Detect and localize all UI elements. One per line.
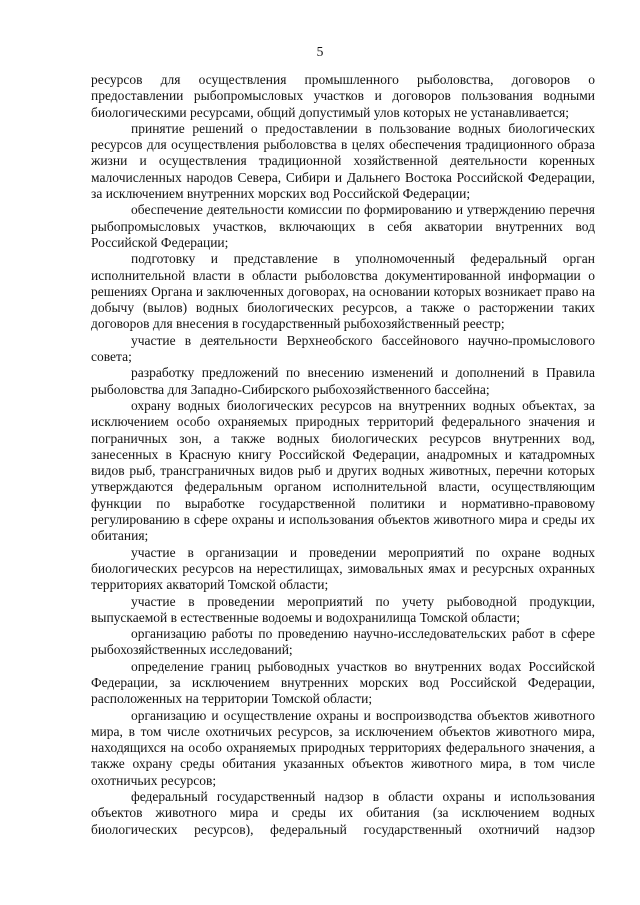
paragraph: участие в организации и проведении мероприятий по охране водных биологических ресурсов на нерестилищах, зимовальных ямах и ресурсных охранных территориях акваторий Томской области; — [91, 544, 595, 593]
body-text — [91, 72, 595, 838]
paragraph: организацию и осуществление охраны и воспроизводства объектов животного мира, в том числе охотничьих ресурсов, за исключением объектов животного мира, находящихся на особо охраняемых природных территориях федерального значения, а также охрану среды обитания указанных объектов животного мира, в том числе охотничьих ресурсов; — [91, 707, 595, 788]
paragraph: ресурсов для осуществления промышленного рыболовства, договоров о предоставлении рыбопромысловых участков и договоров пользования водными биологическими ресурсами, общий допустимый улов которых не устанавливается; — [91, 72, 595, 120]
paragraph: участие в деятельности Верхнеобского бассейнового научно-промыслового совета; — [91, 332, 595, 365]
paragraph: определение границ рыбоводных участков во внутренних водах Российской Федерации, за исключением внутренних морских вод Российской Федерации, расположенных на территории Томской области; — [91, 658, 595, 707]
page-number: 5 — [316, 44, 324, 59]
paragraph: принятие решений о предоставлении в пользование водных биологических ресурсов для осуществления рыболовства в целях обеспечения традиционного образа жизни и осуществления традиционной хозяйственной деятельности коренных малочисленных народов Севера, Сибири и Дальнего Востока Российской Федерации, за исключением внутренних морских вод Российской Федерации; — [91, 120, 595, 202]
paragraph: федеральный государственный надзор в области охраны и использования объектов животного мира и среды их обитания (за исключением водных биологических ресурсов), федеральный государственный охотничий надзор — [91, 789, 595, 837]
paragraph: разработку предложений по внесению изменений и дополнений в Правила рыболовства для Западно-Сибирского рыбохозяйственного бассейна; — [91, 365, 595, 397]
paragraph: обеспечение деятельности комиссии по формированию и утверждению перечня рыбопромысловых участков, включающих в себя акватории внутренних вод Российской Федерации; — [91, 202, 595, 250]
paragraph: организацию работы по проведению научно-исследовательских работ в сфере рыбохозяйственных исследований; — [91, 626, 595, 658]
paragraph: подготовку и представление в уполномоченный федеральный орган исполнительной власти в области рыболовства документированной информации о решениях Органа и заключенных договорах, на основании которых возникает право на добычу (вылов) водных биологических ресурсов, а также о расторжении таких договоров для внесения в государственный рыбохозяйственный реестр; — [91, 251, 595, 332]
paragraph: охрану водных биологических ресурсов на внутренних водных объектах, за исключением особо охраняемых природных территорий федерального значения и пограничных зон, а также водных биологических ресурсов внутренних вод, занесенных в Красную книгу Российской Федерации, анадромных и катадромных видов рыб, трансграничных видов рыб и других водных животных, перечни которых утверждаются федеральным органом исполнительной власти, осуществляющим функции по выработке государственной политики и нормативно-правовому регулированию в сфере охраны и использования объектов животного мира и среды их обитания; — [91, 397, 595, 544]
paragraph: участие в проведении мероприятий по учету рыбоводной продукции, выпускаемой в естественные водоемы и водохранилища Томской области; — [91, 593, 595, 625]
